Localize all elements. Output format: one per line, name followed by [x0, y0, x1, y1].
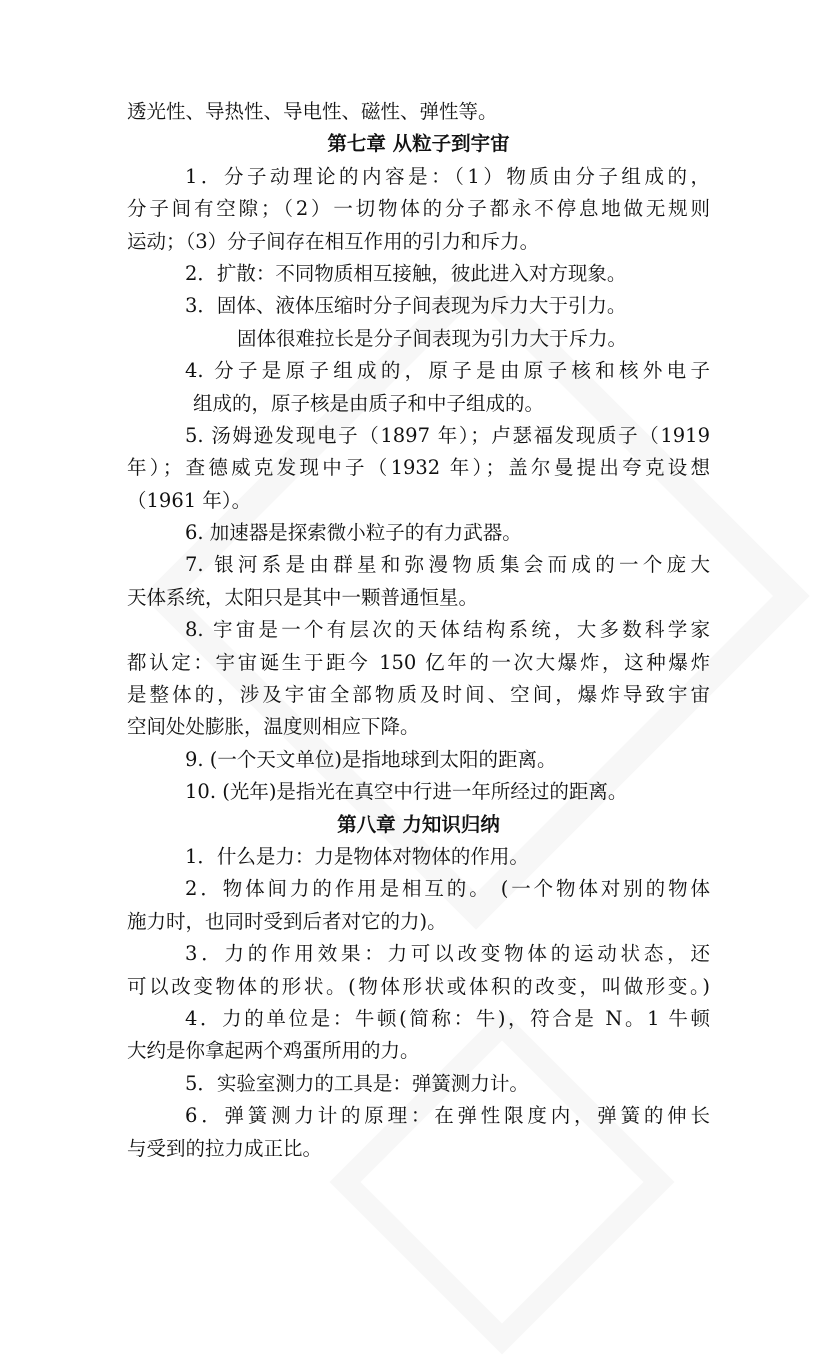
- text-line: 3．力的作用效果：力可以改变物体的运动状态，还: [185, 942, 710, 966]
- text-line: 透光性、导热性、导电性、磁性、弹性等。: [127, 100, 498, 123]
- text-line: 可以改变物体的形状。(物体形状或体积的改变，叫做形变。): [127, 974, 710, 998]
- text-line: 6．弹簧测力计的原理：在弹性限度内，弹簧的伸长: [185, 1104, 710, 1128]
- chapter-7-heading: 第七章 从粒子到宇宙: [327, 132, 510, 156]
- text-line: 5．实验室测力的工具是：弹簧测力计。: [185, 1071, 529, 1095]
- text-line: 9. (一个天文单位)是指地球到太阳的距离。: [185, 747, 557, 771]
- text-line: 空间处处膨胀，温度则相应下降。: [127, 715, 420, 739]
- text-line: 都认定：宇宙诞生于距今 150 亿年的一次大爆炸，这种爆炸: [127, 650, 710, 674]
- text-line: 6. 加速器是探索微小粒子的有力武器。: [185, 521, 522, 545]
- text-line: （1961 年）。: [127, 488, 252, 512]
- text-line: 施力时，也同时受到后者对它的力)。: [127, 909, 447, 933]
- text-line: 3．固体、液体压缩时分子间表现为斥力大于引力。: [185, 294, 627, 318]
- document-page: [127, 96, 710, 1165]
- text-line: 固体很难拉长是分子间表现为引力大于斥力。: [237, 326, 628, 350]
- text-line: 2．扩散：不同物质相互接触，彼此进入对方现象。: [185, 261, 627, 285]
- text-line: 1．什么是力：力是物体对物体的作用。: [185, 844, 529, 868]
- text-line: 运动；（3）分子间存在相互作用的引力和斥力。: [127, 229, 540, 253]
- chapter-8-heading: 第八章 力知识归纳: [337, 812, 500, 836]
- text-line: 天体系统，太阳只是其中一颗普通恒星。: [127, 585, 479, 609]
- text-line: 10. (光年)是指光在真空中行进一年所经过的距离。: [185, 780, 628, 804]
- text-line: 4．力的单位是：牛顿(简称：牛)，符合是 N。1 牛顿: [185, 1006, 710, 1030]
- text-line: 年）；查德威克发现中子（1932 年）；盖尔曼提出夸克设想: [127, 456, 710, 480]
- text-line: 5. 汤姆逊发现电子（1897 年）；卢瑟福发现质子（1919: [185, 423, 710, 447]
- text-line: 7. 银河系是由群星和弥漫物质集会而成的一个庞大: [185, 553, 710, 577]
- text-line: 1．分子动理论的内容是：（1）物质由分子组成的，: [185, 164, 710, 188]
- text-line: 8. 宇宙是一个有层次的天体结构系统，大多数科学家: [185, 618, 710, 642]
- text-line: 组成的，原子核是由质子和中子组成的。: [193, 391, 545, 415]
- text-line: 2．物体间力的作用是相互的。 (一个物体对别的物体: [185, 877, 710, 901]
- text-line: 大约是你拿起两个鸡蛋所用的力。: [127, 1039, 420, 1063]
- text-line: 4. 分子是原子组成的，原子是由原子核和核外电子: [185, 359, 710, 383]
- text-line: 是整体的，涉及宇宙全部物质及时间、空间，爆炸导致宇宙: [127, 683, 710, 707]
- text-line: 与受到的拉力成正比。: [127, 1136, 323, 1160]
- text-line: 分子间有空隙；（2）一切物体的分子都永不停息地做无规则: [127, 197, 710, 221]
